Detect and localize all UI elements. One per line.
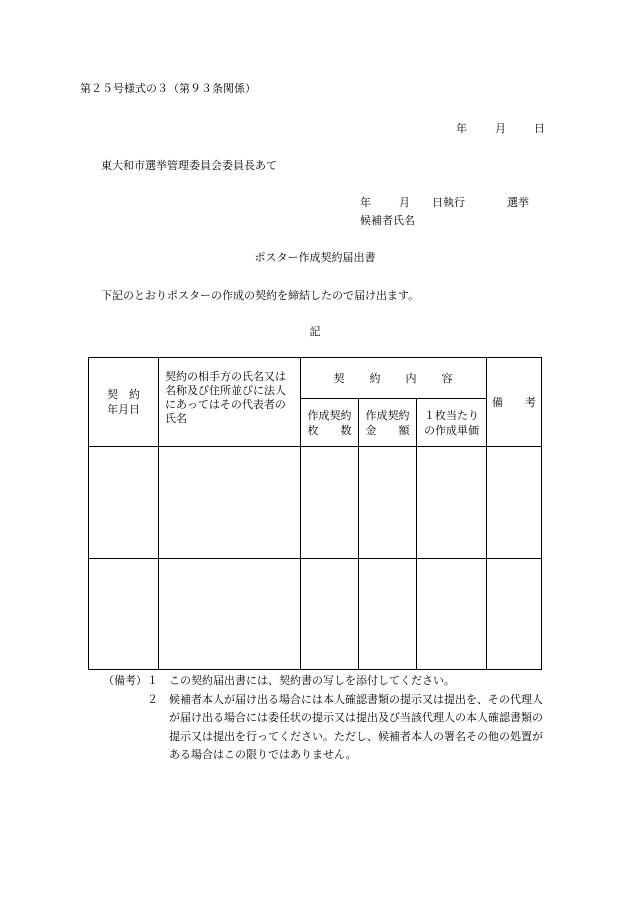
header-unit-price-line1: １枚当たり — [424, 408, 479, 422]
header-sheet-count-line1: 作成契約 — [307, 408, 352, 422]
date-day: 日 — [534, 122, 545, 135]
cell-contract-date[interactable] — [89, 559, 159, 670]
note-text: 候補者本人が届け出る場合には本人確認書類の提示又は提出を、その代理人が届け出る場合には委任状の提示又は提出及び当該代理人の本人確認書類の提示又は提出を行ってください。ただし、候補者本人の署名その他の処置がある場合はこの限りではありません。 — [169, 692, 543, 761]
header-unit-price — [417, 399, 487, 447]
candidate-name-label: 候補者氏名 — [360, 214, 415, 227]
cell-contract-amount[interactable] — [359, 447, 417, 559]
header-sheet-count-line2: 枚 数 — [307, 423, 352, 437]
cell-counterparty[interactable] — [159, 559, 301, 670]
ki-heading: 記 — [309, 325, 321, 338]
header-contract-date — [89, 358, 159, 447]
note-text: この契約届出書には、契約書の写しを添付してください。 — [169, 674, 455, 687]
election-year: 年 — [360, 196, 371, 209]
form-number: 第２５号様式の３（第９３条関係） — [80, 82, 256, 95]
header-contract-amount-line1: 作成契約 — [365, 408, 410, 422]
header-contract-details: 契 約 内 容 — [301, 358, 487, 399]
cell-unit-price[interactable] — [417, 559, 487, 670]
cell-contract-amount[interactable] — [359, 559, 417, 670]
header-counterparty-line: 氏名 — [165, 412, 187, 425]
header-unit-price-line2: の作成単価 — [424, 423, 479, 437]
header-counterparty — [159, 358, 301, 447]
election-month: 月 — [399, 196, 410, 209]
cell-sheet-count[interactable] — [301, 447, 359, 559]
header-contract-amount-line2: 金 額 — [365, 423, 410, 437]
header-contract-date-line2: 年月日 — [107, 403, 140, 416]
notes-section — [103, 672, 553, 765]
notes-label: （備考） — [103, 674, 147, 687]
header-counterparty-line: 名称及び住所並びに法人 — [165, 384, 286, 397]
cell-sheet-count[interactable] — [301, 559, 359, 670]
note-number: ２ — [147, 692, 158, 706]
header-sheet-count — [301, 399, 359, 447]
header-counterparty-line: にあってはその代表者の — [165, 398, 286, 411]
election-name: 選挙 — [507, 196, 529, 209]
submission-date — [456, 120, 545, 136]
cell-remarks[interactable] — [487, 447, 542, 559]
header-contract-amount — [359, 399, 417, 447]
cell-remarks[interactable] — [487, 559, 542, 670]
table-row — [89, 559, 542, 670]
intro-text: 下記のとおりポスターの作成の契約を締結したので届け出ます。 — [101, 289, 420, 302]
document-title: ポスター作成契約届出書 — [254, 251, 376, 264]
cell-unit-price[interactable] — [417, 447, 487, 559]
note-number: １ — [147, 674, 158, 687]
date-year: 年 — [456, 122, 467, 135]
header-remarks: 備 考 — [487, 358, 542, 447]
table-row — [89, 447, 542, 559]
header-counterparty-line: 契約の相手方の氏名又は — [165, 370, 286, 383]
date-month: 月 — [495, 122, 506, 135]
election-execution-line — [360, 194, 529, 210]
note-item — [103, 691, 553, 765]
header-contract-date-line1: 契 約 — [107, 388, 140, 401]
cell-counterparty[interactable] — [159, 447, 301, 559]
note-item — [103, 672, 553, 691]
addressee: 東大和市選挙管理委員会委員長あて — [101, 159, 277, 172]
election-day: 日執行 — [432, 196, 465, 209]
contract-table — [88, 357, 542, 670]
cell-contract-date[interactable] — [89, 447, 159, 559]
